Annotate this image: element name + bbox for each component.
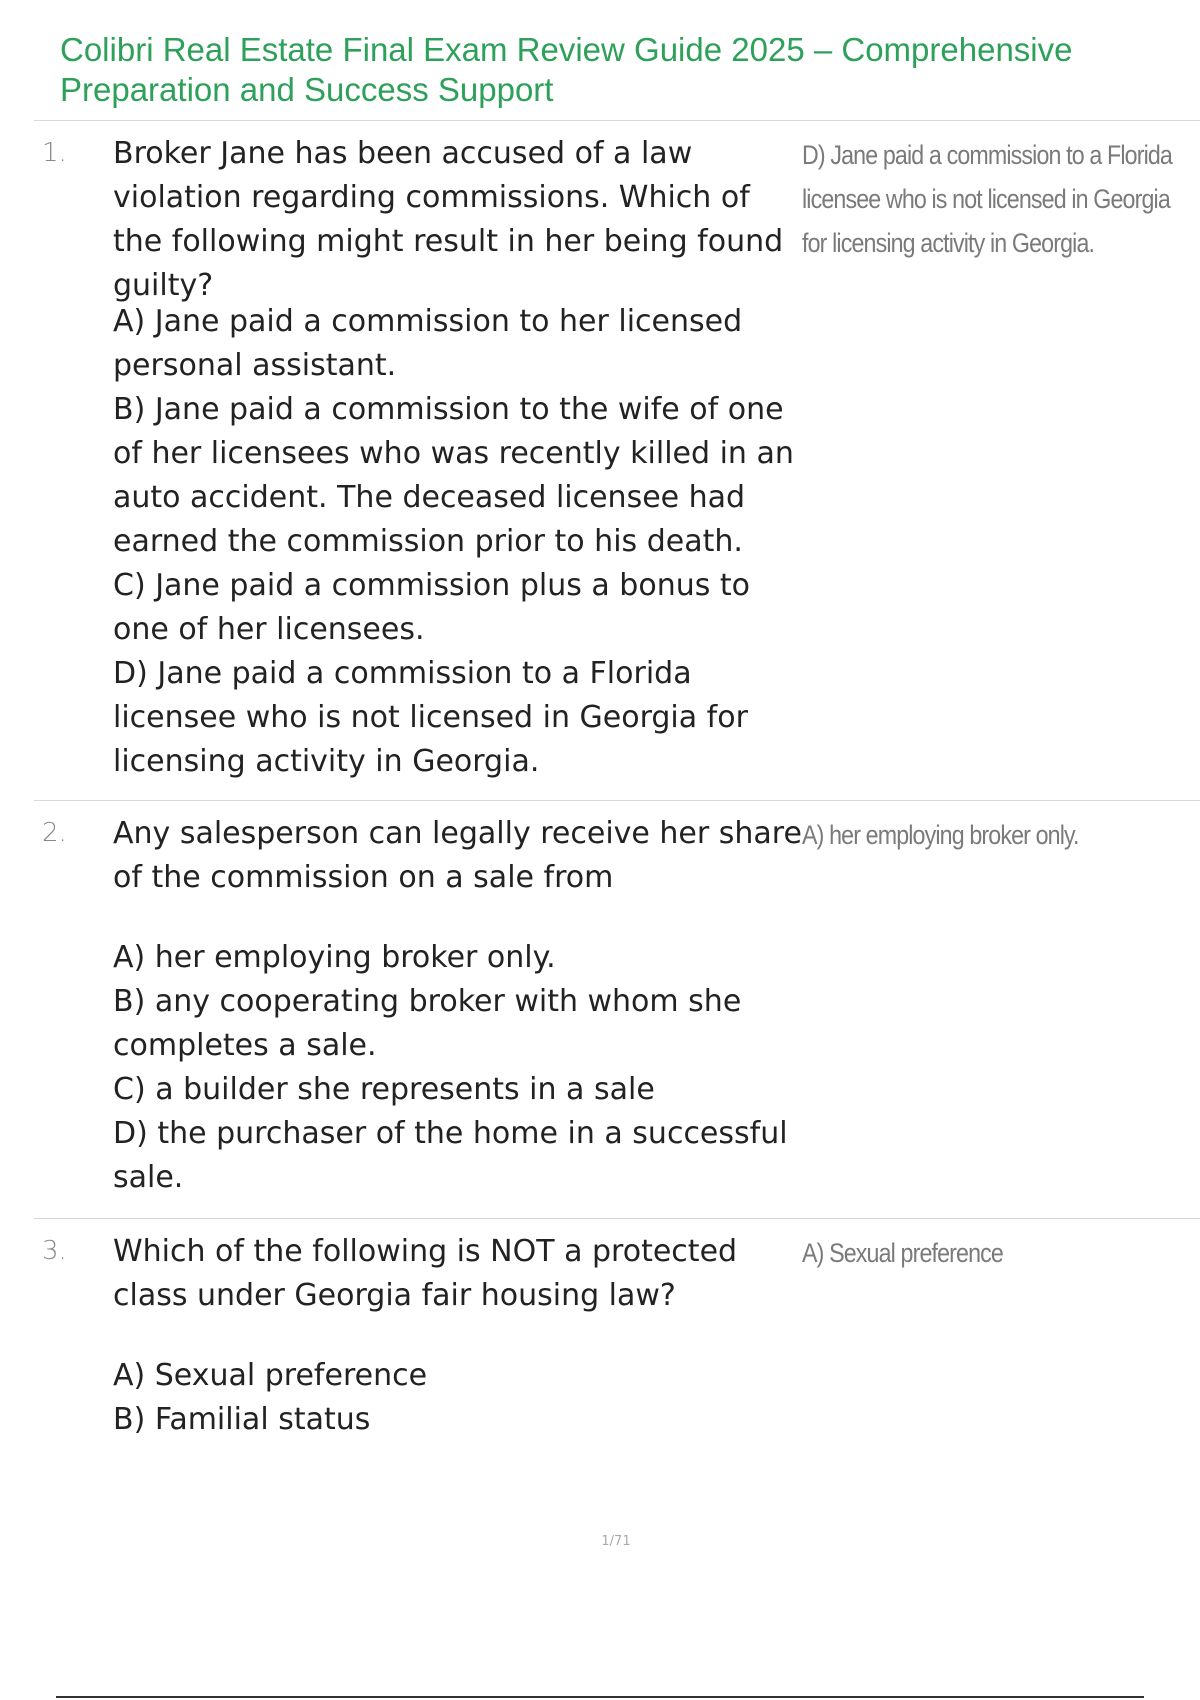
option-list xyxy=(113,300,803,784)
answer-text: A) her employing broker only. xyxy=(802,820,1079,850)
option-item: A) Sexual preference xyxy=(113,1358,428,1393)
document-title: Colibri Real Estate Final Exam Review Guide 2025 – Comprehensive Preparation and Success Support xyxy=(60,31,1073,108)
footer-divider xyxy=(56,1696,1144,1698)
question-divider xyxy=(34,1218,1200,1219)
question-number: 1. xyxy=(42,138,67,168)
header-divider xyxy=(34,120,1200,121)
option-list xyxy=(113,1354,803,1442)
question-text: Any salesperson can legally receive her share of the commission on a sale from xyxy=(113,816,802,895)
option-item: B) Jane paid a commission to the wife of one of her licensees who was recently killed in an auto accident. The deceased licensee had earned the commission prior to his death. xyxy=(113,392,794,559)
question-number: 3. xyxy=(42,1236,67,1266)
answer-text: A) Sexual preference xyxy=(802,1238,1003,1268)
option-item: C) Jane paid a commission plus a bonus to one of her licensees. xyxy=(113,568,751,647)
option-item: A) her employing broker only. xyxy=(113,940,556,975)
question-divider xyxy=(34,800,1200,801)
option-item: C) a builder she represents in a sale xyxy=(113,1072,655,1107)
option-item: D) Jane paid a commission to a Florida licensee who is not licensed in Georgia for licensing activity in Georgia. xyxy=(113,656,748,779)
option-item: A) Jane paid a commission to her licensed personal assistant. xyxy=(113,304,743,383)
page-indicator: 1/71 xyxy=(601,1534,631,1549)
option-item: B) any cooperating broker with whom she completes a sale. xyxy=(113,984,742,1063)
question-text: Which of the following is NOT a protected class under Georgia fair housing law? xyxy=(113,1234,738,1313)
option-item: B) Familial status xyxy=(113,1402,371,1437)
option-list xyxy=(113,936,803,1200)
option-item: D) the purchaser of the home in a successful sale. xyxy=(113,1116,788,1195)
question-number: 2. xyxy=(42,818,67,848)
answer-text: D) Jane paid a commission to a Florida licensee who is not licensed in Georgia for licensing activity in Georgia. xyxy=(802,140,1172,258)
question-text: Broker Jane has been accused of a law violation regarding commissions. Which of the following might result in her being found guilty? xyxy=(113,136,784,303)
